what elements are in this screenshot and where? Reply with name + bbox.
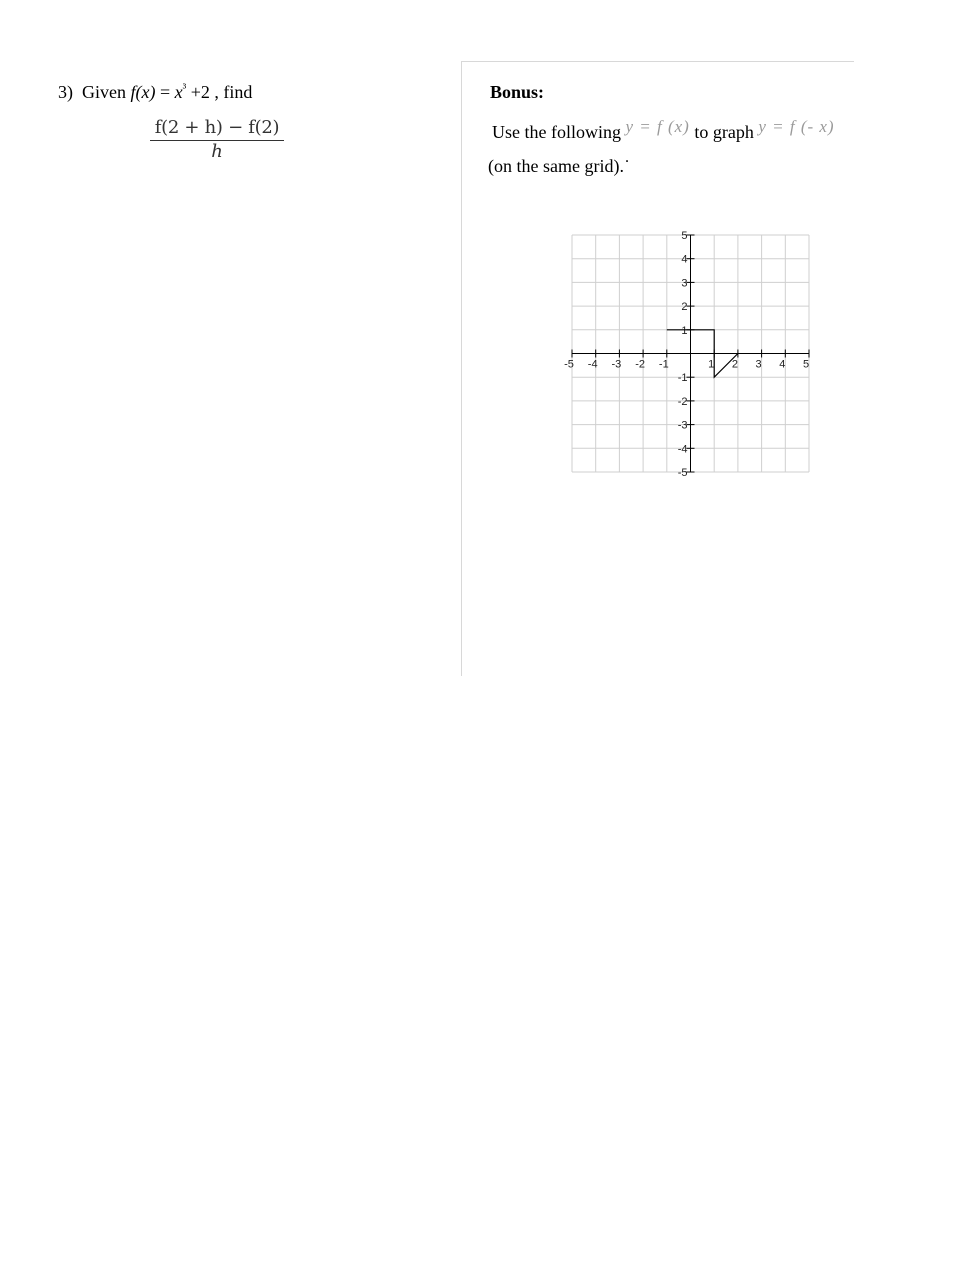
problem-number: 3) [58,82,73,102]
x-tick-label: -3 [611,358,622,371]
y-tick-label: 2 [681,301,688,314]
fraction-denominator: h [211,141,223,162]
x-tick-label: 1 [708,358,715,371]
bonus-top-border [461,61,854,62]
y-tick-labels [678,230,688,479]
y-tick-label: -2 [677,395,688,408]
function-exponent: ³ [182,81,187,95]
problem-3 [58,80,252,106]
bonus-title: Bonus: [490,82,545,102]
equation-y-equals-f-x: y = f (x) [625,117,690,136]
x-tick-label: 4 [779,358,786,371]
x-tick-label: -4 [587,358,598,371]
x-tick-labels [564,359,809,371]
function-variable: x [174,82,183,102]
y-tick-label: -5 [677,467,688,479]
y-tick-label: 1 [681,324,688,337]
coordinate-grid [560,225,820,480]
y-tick-label: 5 [681,230,688,242]
x-tick-label: 3 [755,358,762,371]
y-tick-label: -1 [677,372,688,385]
equation-y-equals-f-neg-x: y = f (- x) [758,117,835,136]
x-tick-label: -5 [564,358,574,371]
function-constant: +2 [186,82,210,102]
fraction-numerator: f(2 + h) − f(2) [150,117,284,141]
to-graph-text: to graph [694,122,754,142]
x-tick-label: -1 [658,358,669,371]
use-following-text: Use the following [492,122,621,142]
bonus-instruction-line-1 [492,117,835,145]
function-name: f(x) [130,82,156,102]
equals-sign: = [155,82,175,102]
find-label: , find [209,82,253,102]
y-tick-label: 3 [681,277,688,290]
column-divider [461,61,462,676]
y-tick-label: -3 [677,419,688,432]
y-tick-label: 4 [681,253,688,266]
bonus-instruction-line-2: (on the same grid).˙ [488,156,630,176]
given-label: Given [82,82,126,102]
y-tick-label: -4 [677,443,688,456]
difference-quotient [150,117,284,163]
x-tick-label: 5 [802,358,810,371]
axes [572,235,809,472]
x-tick-label: -2 [635,358,645,371]
x-tick-label: 2 [731,358,738,371]
